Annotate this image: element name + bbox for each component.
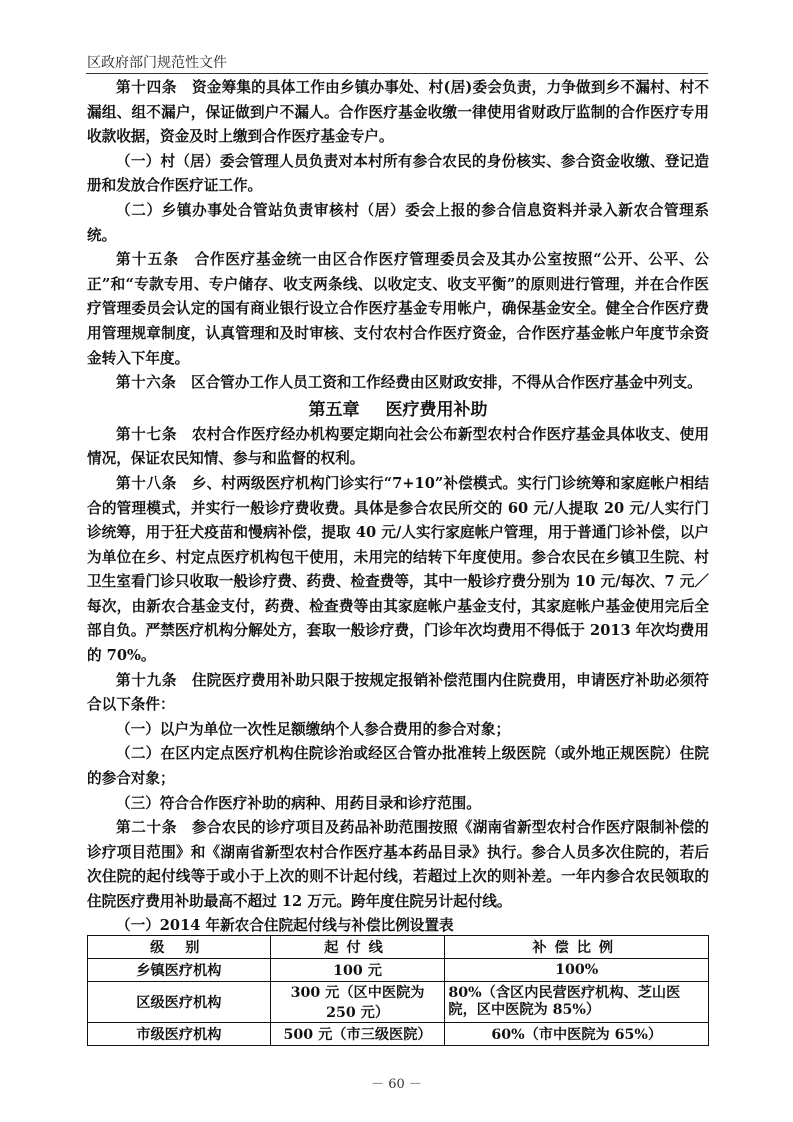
table-caption: （一）2014 年新农合住院起付线与补偿比例设置表 bbox=[116, 916, 454, 934]
paragraph bbox=[87, 150, 709, 199]
paragraph bbox=[87, 669, 709, 718]
paragraph bbox=[87, 792, 709, 817]
paragraph-text: 合作医疗基金统一由区合作医疗管理委员会及其办公室按照“公开、公平、公正”和“专款专用、专户储存、收支两条线、以收定支、收支平衡”的原则进行管理，并在合作医疗管理委员会认定的国有商业银行设立合作医疗基金专用帐户，确保基金安全。健全合作医疗费用管理规章制度，认真管理和及时审核、支付农村合作医疗资金，合作医疗基金帐户年度节余资金转入下年度。 bbox=[87, 251, 709, 367]
table-cell: 乡镇医疗机构 bbox=[88, 959, 271, 982]
paragraph bbox=[87, 472, 709, 669]
article-number: 第十六条 bbox=[116, 374, 177, 392]
page-number: － 60 － bbox=[371, 1077, 422, 1092]
paragraph-text: （一）以户为单位一次性足额缴纳个人参合费用的参合对象； bbox=[116, 720, 511, 738]
table-cell: 300 元（区中医院为 250 元） bbox=[270, 982, 445, 1023]
document-body bbox=[87, 76, 709, 936]
article-number: 第十八条 bbox=[116, 474, 178, 492]
header-divider bbox=[86, 73, 708, 74]
running-header: 区政府部门规范性文件 bbox=[87, 55, 227, 71]
table-cell: 100 元 bbox=[270, 959, 445, 982]
section-before-chapter bbox=[87, 76, 709, 396]
table-cell: 市级医疗机构 bbox=[88, 1023, 271, 1046]
paragraph-text: 乡、村两级医疗机构门诊实行“7+10”补偿模式。实行门诊统筹和家庭帐户相结合的管理模式，并实行一般诊疗费收费。具体是参合农民所交的 60 元/人提取 20 元/人实行门诊统筹，用于狂犬疫苗和慢病补偿，提取 40 元/人实行家庭帐户管理，用于普通门诊补偿，以户为单位在乡、村定点医疗机构包干使用，未用完的结转下年度使用。参合农民在乡镇卫生院、村卫生室看门诊只收取一般诊疗费、药费、检查费等，其中一般诊疗费分别为 10 元/每次、7 元／每次，由新农合基金支付，药费、检查费等由其家庭帐户基金支付，其家庭帐户基金使用完后全部自负。严禁医疗机构分解处方，套取一般诊疗费，门诊年次均费用不得低于 2013 年次均费用的 70%。 bbox=[87, 474, 709, 665]
article-number: 第十五条 bbox=[116, 251, 180, 269]
paragraph-text: 农村合作医疗经办机构要定期向社会公布新型农村合作医疗基金具体收支、使用情况，保证农民知情、参与和监督的权利。 bbox=[87, 425, 709, 468]
article-number: 第十四条 bbox=[116, 79, 178, 96]
paragraph bbox=[87, 76, 709, 150]
table-row bbox=[88, 959, 709, 982]
paragraph-text: （二）乡镇办事处合管站负责审核村（居）委会上报的参合信息资料并录入新农合管理系统。 bbox=[87, 201, 709, 244]
table-cell: 区级医疗机构 bbox=[88, 982, 271, 1023]
article-number: 第十九条 bbox=[116, 671, 178, 689]
paragraph bbox=[87, 742, 709, 791]
paragraph-text: 参合农民的诊疗项目及药品补助范围按照《湖南省新型农村合作医疗限制补偿的诊疗项目范围》和《湖南省新型农村合作医疗基本药品目录》执行。参合人员多次住院的，若后次住院的起付线等于或小于上次的则不计起付线，若超过上次的则补差。一年内参合农民领取的住院医疗费用补助最高不超过 12 万元。跨年度住院另计起付线。 bbox=[87, 819, 709, 910]
chapter-number: 第五章 bbox=[308, 399, 360, 420]
table-cell: 80%（含区内民营医疗机构、芝山医院，区中医院为 85%） bbox=[445, 982, 709, 1023]
paragraph bbox=[87, 423, 709, 472]
table-cell: 500 元（市三级医院） bbox=[270, 1023, 445, 1046]
paragraph-text: （二）在区内定点医疗机构住院诊治或经区合管办批准转上级医院（或外地正规医院）住院的参合对象； bbox=[87, 745, 709, 788]
table-cell: 100% bbox=[445, 959, 709, 982]
article-number: 第二十条 bbox=[116, 819, 178, 837]
paragraph bbox=[87, 199, 709, 248]
chapter-title: 医疗费用补助 bbox=[385, 399, 488, 420]
column-header: 起付线 bbox=[270, 936, 445, 959]
table-row bbox=[88, 982, 709, 1023]
paragraph bbox=[87, 248, 709, 371]
paragraph bbox=[87, 718, 709, 743]
paragraph-text: 区合管办工作人员工资和工作经费由区财政安排，不得从合作医疗基金中列支。 bbox=[190, 374, 702, 392]
chapter-heading bbox=[87, 397, 709, 423]
paragraph-text: 住院医疗费用补助只限于按规定报销补偿范围内住院费用，申请医疗补助必须符合以下条件： bbox=[87, 671, 709, 714]
paragraph-text: 资金筹集的具体工作由乡镇办事处、村(居)委会负责，力争做到乡不漏村、村不漏组、组不漏户，保证做到户不漏人。合作医疗基金收缴一律使用省财政厅监制的合作医疗专用收款收据，资金及时上缴到合作医疗基金专户。 bbox=[87, 79, 709, 146]
table-row bbox=[88, 1023, 709, 1046]
column-header: 补偿比例 bbox=[445, 936, 709, 959]
paragraph-text: （一）村（居）委会管理人员负责对本村所有参合农民的身份核实、参合资金收缴、登记造册和发放合作医疗证工作。 bbox=[87, 152, 709, 195]
article-number: 第十七条 bbox=[116, 425, 178, 443]
paragraph bbox=[87, 816, 709, 914]
paragraph bbox=[87, 371, 709, 396]
section-after-chapter bbox=[87, 423, 709, 915]
compensation-table bbox=[87, 935, 709, 1046]
column-header: 级 别 bbox=[88, 936, 271, 959]
table-header-row bbox=[88, 936, 709, 959]
table-cell: 60%（市中医院为 65%） bbox=[445, 1023, 709, 1046]
paragraph-text: （三）符合合作医疗补助的病种、用药目录和诊疗范围。 bbox=[116, 794, 481, 812]
